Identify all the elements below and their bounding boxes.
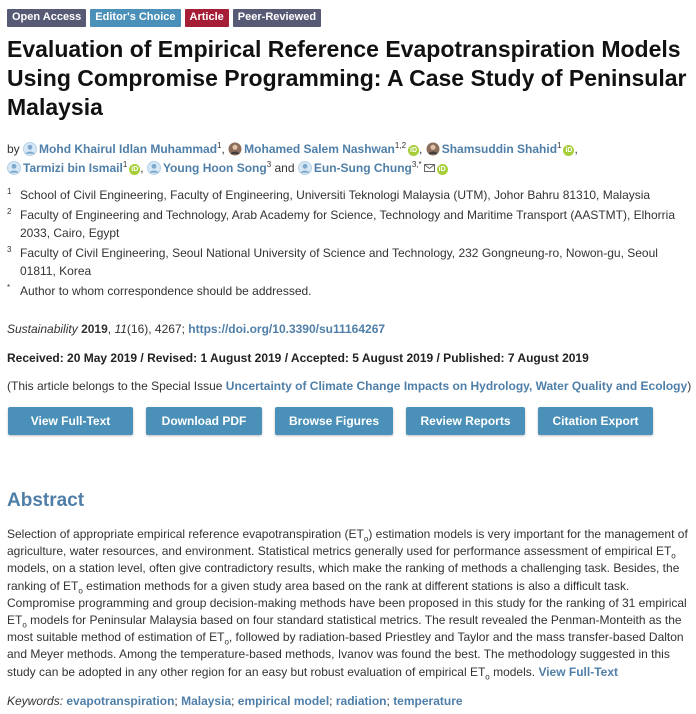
keyword-separator: ; [231,694,238,708]
affiliation-list [7,186,693,302]
keyword-separator: ; [386,694,394,708]
author-item [7,161,140,175]
author-affiliation-sup: 1 [557,141,562,150]
subscript-o: o [485,672,490,682]
email-icon[interactable] [424,164,435,172]
author-name-link[interactable]: Mohd Khairul Idlan Muhammad [39,142,218,156]
abstract-segment: ) estimation models is very important for the management of agriculture, water resources, and environment. Statistical metrics generally used for performance assessment of empirical ET [7,527,688,559]
orcid-icon[interactable]: iD [131,166,139,173]
author-item [147,161,271,175]
badge-peer-reviewed[interactable]: Peer-Reviewed [233,9,321,27]
badge-article: Article [185,9,229,27]
action-button-row [8,407,653,435]
subscript-o: o [224,637,229,647]
affiliation-number: 3 [7,245,12,254]
citation-issue: (16), 4267; [126,322,189,336]
affiliation-number: * [7,283,11,292]
orcid-icon[interactable]: iD [565,147,573,154]
badge-editors-choice[interactable]: Editor's Choice [90,9,180,27]
badge-row [7,9,321,27]
badge-open-access[interactable]: Open Access [7,9,86,27]
abstract-segment: , followed by radiation-based Priestley and Taylor and the mass transfer-based Dalton and Meyer methods. Among the temperature-based methods, Ivanov was found the best. The methodology suggested in this study can be adopted in any other region for an easy but robust evaluation of empirical ET [7,630,684,679]
author-avatar-icon [7,161,21,175]
author-name-link[interactable]: Tarmizi bin Ismail [23,161,123,175]
affiliation-number: 1 [7,187,12,196]
affiliation-text: Faculty of Civil Engineering, Seoul National University of Science and Technology, 232 Gongneung-ro, Nowon-gu, Seoul 01811, Korea [20,246,658,278]
orcid-icon[interactable]: iD [410,147,418,154]
affiliation-item [7,244,693,280]
keyword-separator: ; [174,694,182,708]
citation-line: Sustainability 2019, 11(16), 4267; https://doi.org/10.3390/su11164267 [7,322,386,336]
affiliation-text: Faculty of Engineering and Technology, Arab Academy for Science, Technology and Maritime Transport (AASTMT), Elhorria 2033, Cairo, Egypt [20,208,675,240]
affiliation-text: School of Civil Engineering, Faculty of Engineering, Universiti Teknologi Malaysia (UTM), Johor Bahru 81310, Malaysia [20,188,651,202]
author-avatar-icon [147,161,161,175]
by-label: by [7,142,20,156]
keyword-link[interactable]: empirical model [237,694,330,708]
abstract-segment: models. [489,664,539,679]
author-name-link[interactable]: Mohamed Salem Nashwan [244,142,395,156]
doi-link[interactable]: https://doi.org/10.3390/su11164267 [188,322,386,336]
view-full-text-button[interactable]: View Full-Text [8,407,133,435]
affiliation-item [7,186,693,204]
keywords-line [7,694,463,708]
special-issue-line [7,379,691,393]
keyword-separator: ; [329,694,336,708]
author-item [228,142,419,156]
review-reports-button[interactable]: Review Reports [406,407,525,435]
subscript-o: o [363,534,369,544]
affiliation-item [7,282,693,300]
author-name-link[interactable]: Shamsuddin Shahid [441,142,558,156]
subscript-o: o [78,586,83,595]
keyword-link[interactable]: radiation [335,694,387,708]
affiliation-number: 2 [7,207,12,216]
author-photo-icon [426,142,440,156]
abstract-text [7,526,693,681]
download-pdf-button[interactable]: Download PDF [146,407,262,435]
keyword-link[interactable]: temperature [393,694,463,708]
author-name-link[interactable]: Young Hoon Song [162,161,267,175]
author-item [23,142,221,156]
affiliation-item [7,206,693,242]
citation-year: 2019 [81,322,108,336]
author-item [426,142,575,156]
citation-export-button[interactable]: Citation Export [538,407,653,435]
special-issue-link[interactable]: Uncertainty of Climate Change Impacts on Hydrology, Water Quality and Ecology [225,379,688,393]
author-item [298,161,448,175]
author-affiliation-sup: 1 [122,160,128,169]
keyword-link[interactable]: evapotranspiration [66,694,175,708]
subscript-o: o [22,620,27,630]
abstract-view-full-text-link[interactable]: View Full-Text [538,664,619,679]
abstract-heading: Abstract [7,490,85,511]
author-affiliation-sup: 1,2 [394,141,407,150]
author-avatar-icon [23,142,37,156]
subscript-o: o [671,551,676,561]
author-avatar-icon [298,161,312,175]
author-affiliation-sup: 3,* [411,160,422,169]
author-list: by Mohd Khairul Idlan Muhammad$^1$, Mohamed Salem Nashwan$^{1,2}$iD , Shamsuddin Shahid$^1$iD , Tarmizi bin Ismail$^1$iD , Young Hoon Song$^3$ and Eun-Sung Chung$^{3,*}$ iD [7,141,578,175]
journal-name[interactable]: Sustainability [7,322,78,336]
abstract-segment: models for Peninsular Malaysia based on four standard statistical metrics. The result revealed the Penman-Monteith as the most suitable method of estimation of ET [7,613,682,645]
affiliation-text: Author to whom correspondence should be addressed. [20,284,312,298]
browse-figures-button[interactable]: Browse Figures [275,407,393,435]
citation-volume: 11 [114,322,127,336]
author-photo-icon [228,142,242,156]
author-name-link[interactable]: Eun-Sung Chung [313,161,412,175]
article-title: Evaluation of Empirical Reference Evapotranspiration Models Using Compromise Programming: A Case Study of Peninsular Malaysia [7,36,687,120]
abstract-segment: Selection of appropriate empirical reference evapotranspiration (ET [7,527,364,541]
special-issue-suffix: ) [687,379,692,393]
orcid-icon[interactable]: iD [438,166,446,173]
publication-dates: Received: 20 May 2019 / Revised: 1 August 2019 / Accepted: 5 August 2019 / Published: 7 August 2019 [7,351,589,365]
and-label: and [274,161,295,175]
author-affiliation-sup: 3 [266,160,272,169]
special-issue-prefix: (This article belongs to the Special Issue [7,379,226,393]
abstract-segment: estimation methods for a given study area based on the rank at different stations is also a difficult task. Compromise programming and group decision-making methods have been proposed in this study for the ranking of 31 empirical ET [7,578,687,628]
author-affiliation-sup: 1 [217,141,222,150]
keyword-link[interactable]: Malaysia [181,694,232,708]
abstract-segment: models, on a station level, often give contradictory results, which make the ranking of methods a challenging task. Besides, the ranking of ET [7,561,680,593]
keywords-label: Keywords: [7,694,64,708]
